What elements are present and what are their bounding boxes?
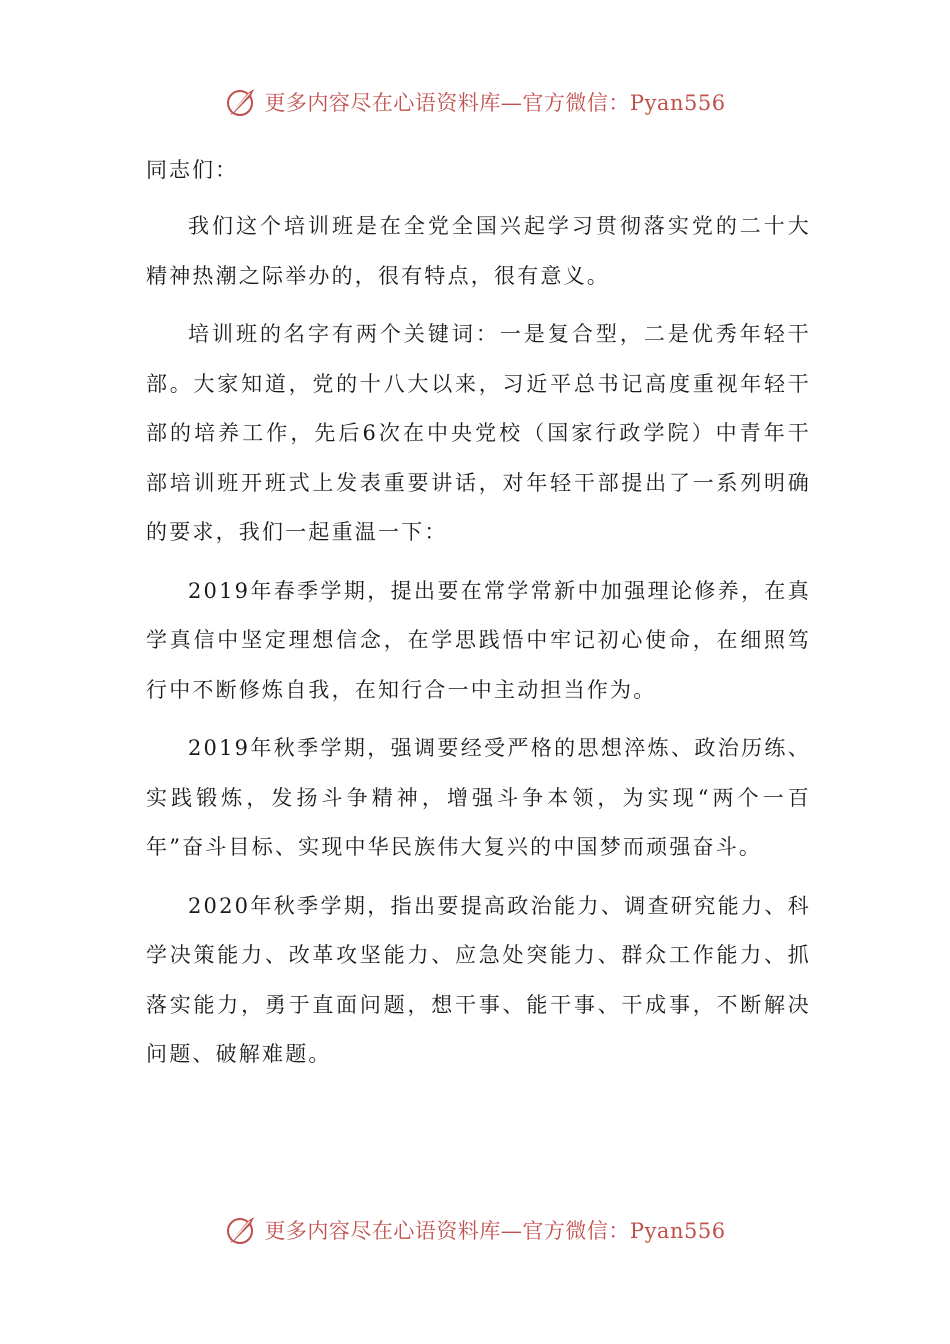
document-body <box>146 150 811 1089</box>
header-banner <box>0 82 950 122</box>
footer-banner <box>0 1210 950 1250</box>
paragraph: 培训班的名字有两个关键词：一是复合型，二是优秀年轻干部。大家知道，党的十八大以来，习近平总书记高度重视年轻干部的培养工作，先后6次在中央党校（国家行政学院）中青年干部培训班开班式上发表重要讲话，对年轻干部提出了一系列明确的要求，我们一起重温一下： <box>146 322 811 544</box>
paragraph: 我们这个培训班是在全党全国兴起学习贯彻落实党的二十大精神热潮之际举办的，很有特点，很有意义。 <box>146 214 811 288</box>
salutation: 同志们： <box>146 158 238 182</box>
footer-banner-text: 更多内容尽在心语资料库—官方微信：Pyan556 <box>264 1219 726 1243</box>
header-banner-text: 更多内容尽在心语资料库—官方微信：Pyan556 <box>264 91 726 115</box>
paragraph: 2019年春季学期，提出要在常学常新中加强理论修养，在真学真信中坚定理想信念，在学思践悟中牢记初心使命，在细照笃行中不断修炼自我，在知行合一中主动担当作为。 <box>146 578 811 702</box>
paragraph: 2019年秋季学期，强调要经受严格的思想淬炼、政治历练、实践锻炼，发扬斗争精神，增强斗争本领，为实现“两个一百年”奋斗目标、实现中华民族伟大复兴的中国梦而顽强奋斗。 <box>146 736 811 859</box>
quill-pen-circle-icon <box>224 85 258 119</box>
paragraph: 2020年秋季学期，指出要提高政治能力、调查研究能力、科学决策能力、改革攻坚能力、应急处突能力、群众工作能力、抓落实能力，勇于直面问题，想干事、能干事、干成事，不断解决问题、破解难题。 <box>146 893 811 1066</box>
quill-pen-circle-icon <box>224 1213 258 1247</box>
